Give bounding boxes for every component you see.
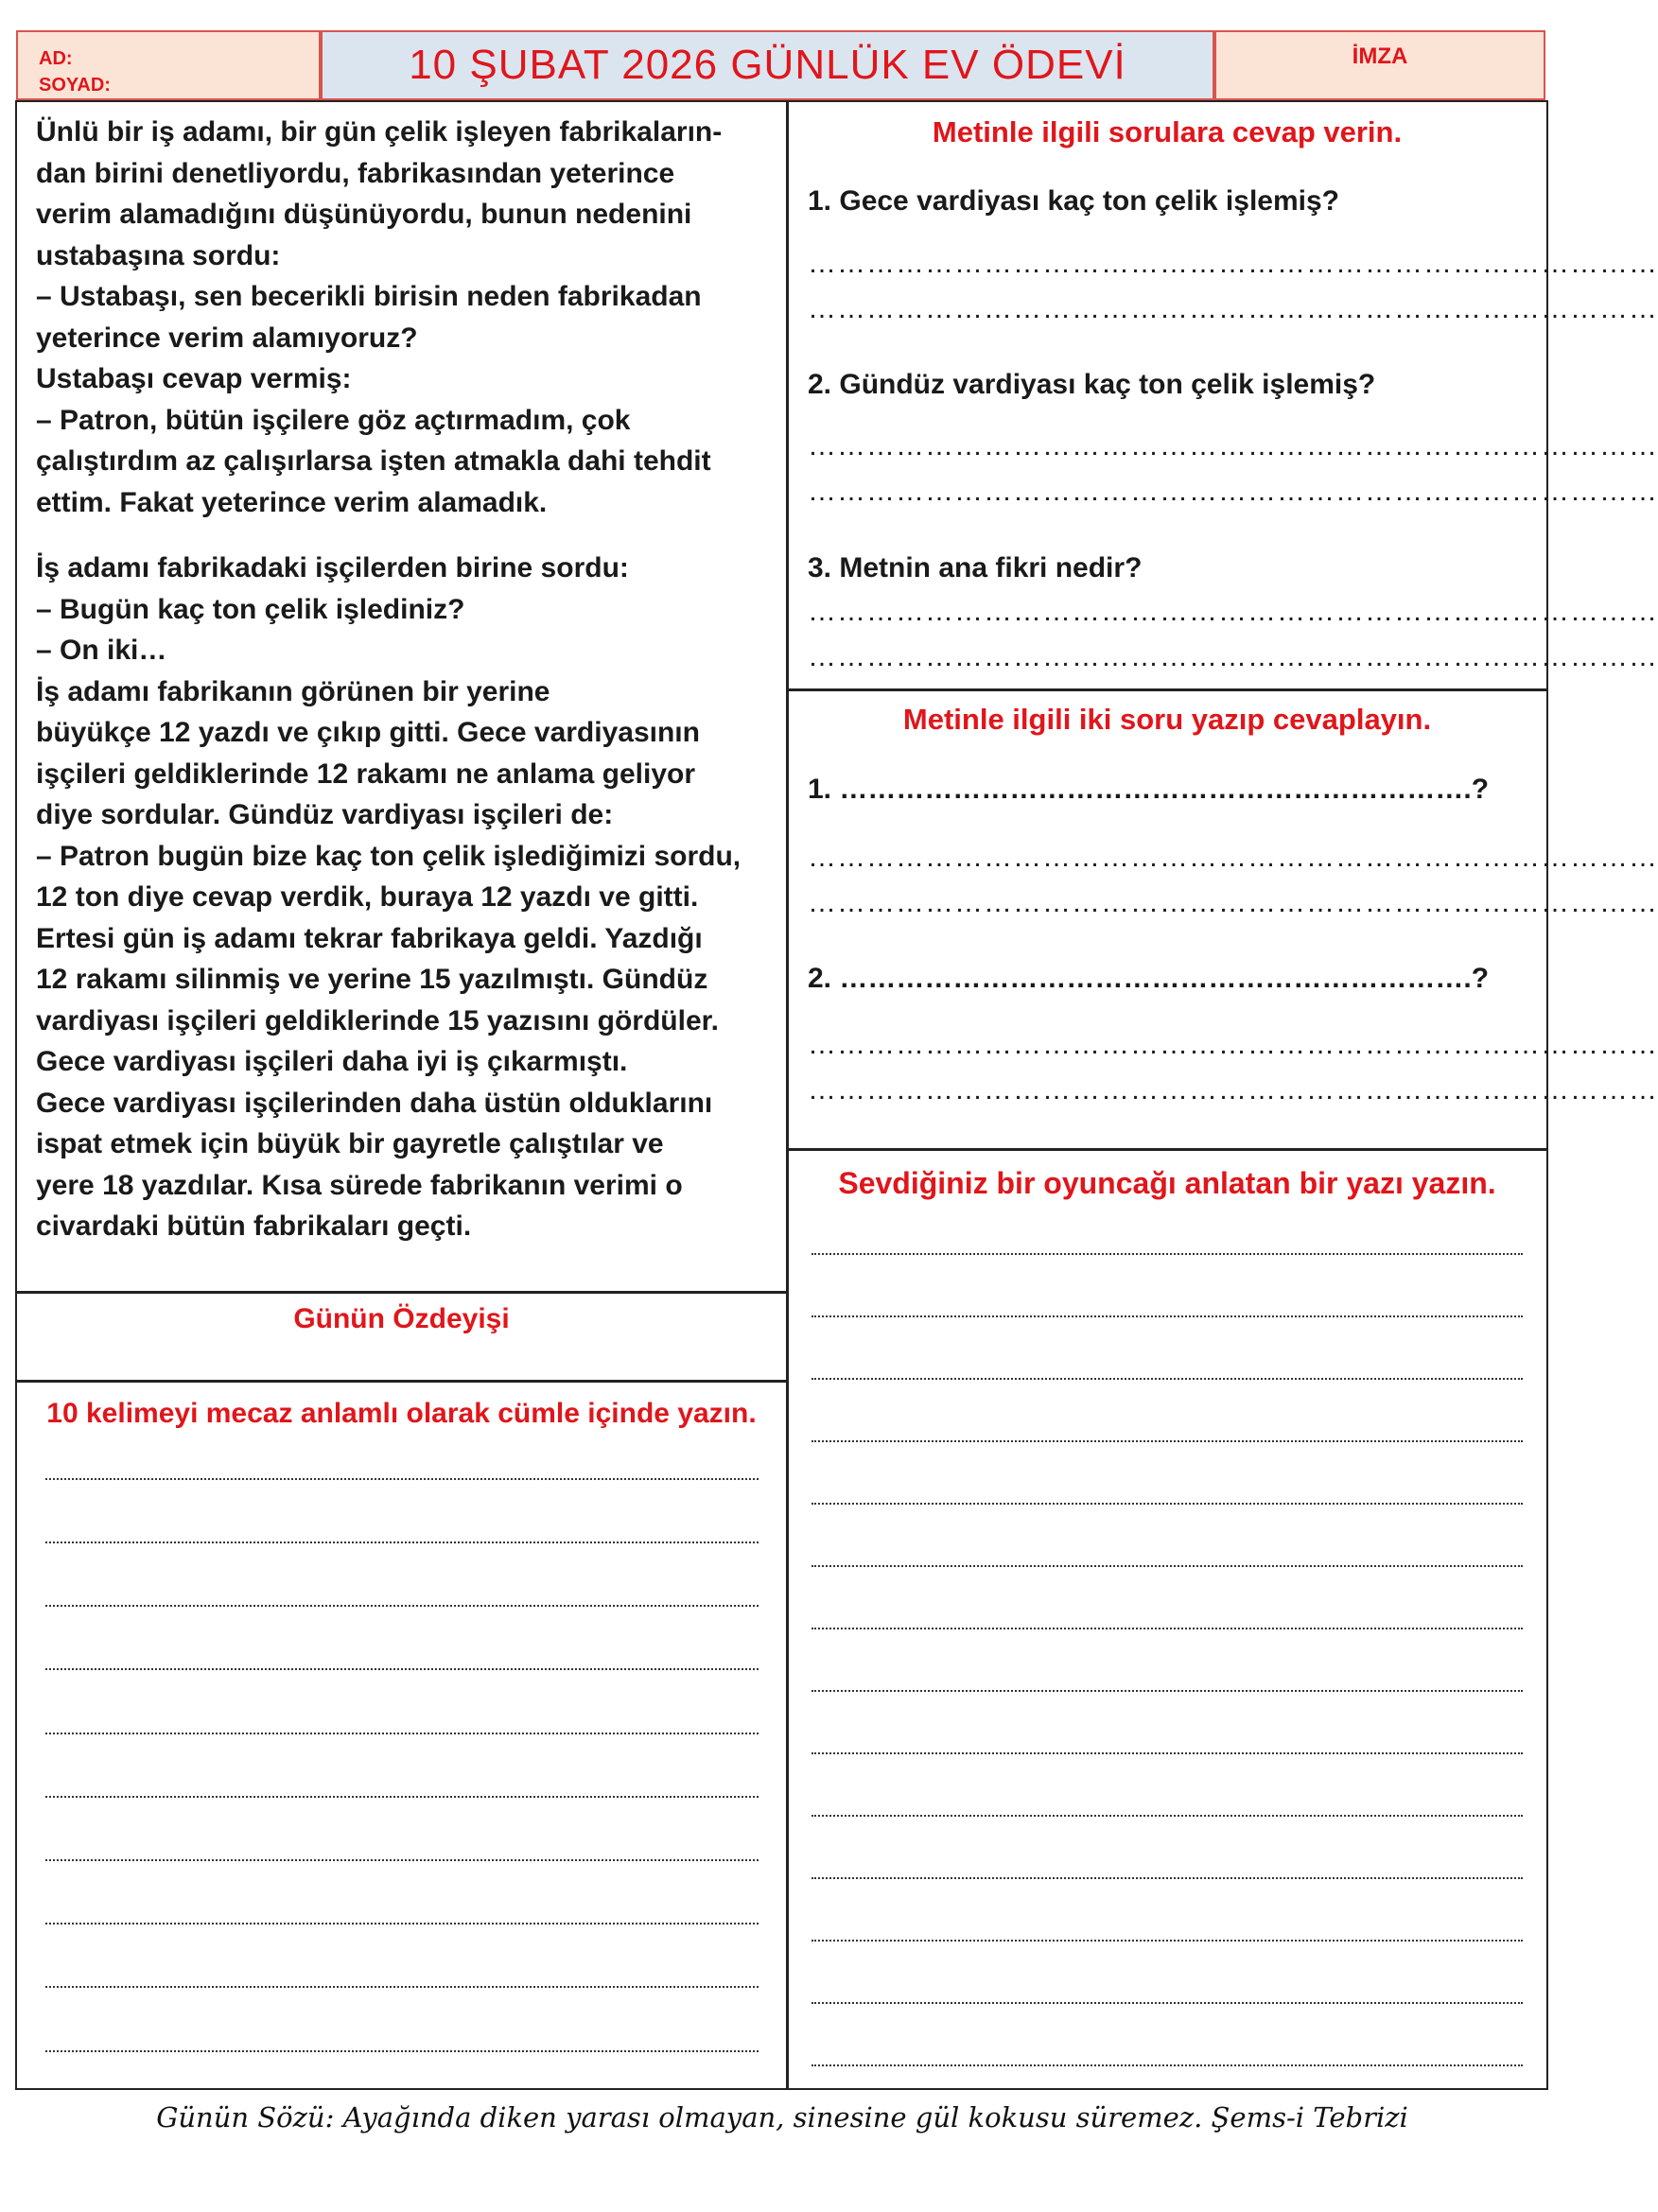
writing-line[interactable] [45,1986,759,1988]
signature-box[interactable] [1214,30,1545,100]
divider-mecaz [15,1380,788,1383]
writing-line[interactable] [812,1877,1523,1879]
question-1: 1. Gece vardiyası kaç ton çelik işlemiş? [808,185,1339,217]
writing-line[interactable] [45,1923,759,1925]
writing-line[interactable] [812,1503,1523,1505]
writing-line[interactable] [45,1541,759,1543]
page-title: 10 ŞUBAT 2026 GÜNLÜK EV ÖDEVİ [321,30,1214,100]
answer-dots[interactable]: …………………………………………………………………………… [808,476,1658,507]
footer-quote: Günün Sözü: Ayağında diken yarası olmayan, sinesine gül kokusu süremez. Şems-i Tebrizi [156,2101,1408,2134]
soyad-label: SOYAD: [39,75,111,96]
divider-ozdeyis [15,1291,788,1294]
divider-write-questions [786,688,1548,691]
writing-line[interactable] [812,1940,1523,1942]
question-2: 2. Gündüz vardiyası kaç ton çelik işlemiş? [808,369,1376,400]
story-paragraph-2: İş adamı fabrikadaki işçilerden birine sordu: – Bugün kaç ton çelik işlediniz? – On iki… İş adamı fabrikanın görünen bir yerine büyükçe 12 yazdı ve çıkıp gitti. Gece vardiyasının işçileri geldiklerinde 12 rakamı ne anlama geliyor diye sordular. Gündüz vardiyası işçileri de: – Patron bugün bize kaç ton çelik işlediğimizi sordu, 12 ton diye cevap verdik, buraya 12 yazdı ve gitti. Ertesi gün iş adamı tekrar fabrikaya geldi. Yazdığı 12 rakamı silinmiş ve yerine 15 yazılmıştı. Gündüz vardiyası işçileri geldiklerinde 15 yazısını gördüler. Gece vardiyası işçileri daha iyi iş çıkarmıştı. Gece vardiyası işçilerinden daha üstün olduklarını ispat etmek için büyük bir gayretle çalıştılar ve yere 18 yazdılar. Kısa sürede fabrikanın verimi o civardaki bütün fabrikaları geçti. [36,552,742,1242]
writing-line[interactable] [812,1378,1523,1380]
answer-dots[interactable]: …………………………………………………………………………… [808,887,1658,918]
answer-dots[interactable]: …………………………………………………………………………… [808,1029,1658,1060]
writing-line[interactable] [812,1628,1523,1629]
writing-line[interactable] [45,1605,759,1607]
writing-line[interactable] [45,1478,759,1480]
write-questions-title: Metinle ilgili iki soru yazıp cevaplayın. [902,703,1432,736]
mecaz-title: 10 kelimeyi mecaz anlamlı olarak cümle içinde yazın. [46,1398,757,1429]
writing-line[interactable] [45,1668,759,1670]
answer-dots[interactable]: …………………………………………………………………………… [808,842,1658,873]
answer-dots[interactable]: …………………………………………………………………………… [808,641,1658,672]
writing-line[interactable] [812,1690,1523,1692]
writing-line[interactable] [812,1565,1523,1567]
writing-line[interactable] [812,1815,1523,1817]
story-text [36,112,783,1247]
writing-line[interactable] [812,1253,1523,1255]
answer-dots[interactable]: …………………………………………………………………………… [808,248,1658,279]
divider-oyuncak [786,1148,1548,1151]
ozdeyis-title: Günün Özdeyişi [293,1303,510,1334]
writing-line[interactable] [812,2064,1523,2066]
answer-dots[interactable]: …………………………………………………………………………… [808,596,1658,627]
write-question-1[interactable]: 1. ………………………………………………………….? [808,774,1490,805]
write-question-2[interactable]: 2. ………………………………………………………….? [808,963,1490,994]
name-box[interactable] [16,30,321,100]
story-paragraph-1: Ünlü bir iş adamı, bir gün çelik işleyen fabrikaların- dan birini denetliyordu, fabrikasından yeterince verim alamadığını düşünüyordu, bunun nedenini ustabaşına sordu: – Ustabaşı, sen becerikli birisin neden fabrikadan yeterince verim alamıyoruz? Ustabaşı cevap vermiş: – Patron, bütün işçilere göz açtırmadım, çok çalıştırdım az çalışırlarsa işten atmakla dahi tehdit ettim. Fakat yeterince verim alamadık. [36,116,723,518]
writing-line[interactable] [812,1315,1523,1317]
ad-label: AD: [39,48,73,69]
writing-line[interactable] [812,2002,1523,2004]
column-divider [786,100,789,2090]
writing-line[interactable] [45,2050,759,2052]
writing-line[interactable] [812,1440,1523,1442]
oyuncak-title: Sevdiğiniz bir oyuncağı anlatan bir yazı yazın. [838,1166,1496,1200]
writing-line[interactable] [45,1859,759,1861]
answer-dots[interactable]: …………………………………………………………………………… [808,293,1658,324]
writing-line[interactable] [812,1752,1523,1754]
answer-dots[interactable]: …………………………………………………………………………… [808,1074,1658,1106]
answer-dots[interactable]: …………………………………………………………………………… [808,430,1658,462]
questions-title: Metinle ilgili sorulara cevap verin. [932,115,1403,148]
imza-label: İMZA [1352,44,1408,69]
question-3: 3. Metnin ana fikri nedir? [808,552,1143,583]
writing-line[interactable] [45,1796,759,1798]
writing-line[interactable] [45,1733,759,1734]
